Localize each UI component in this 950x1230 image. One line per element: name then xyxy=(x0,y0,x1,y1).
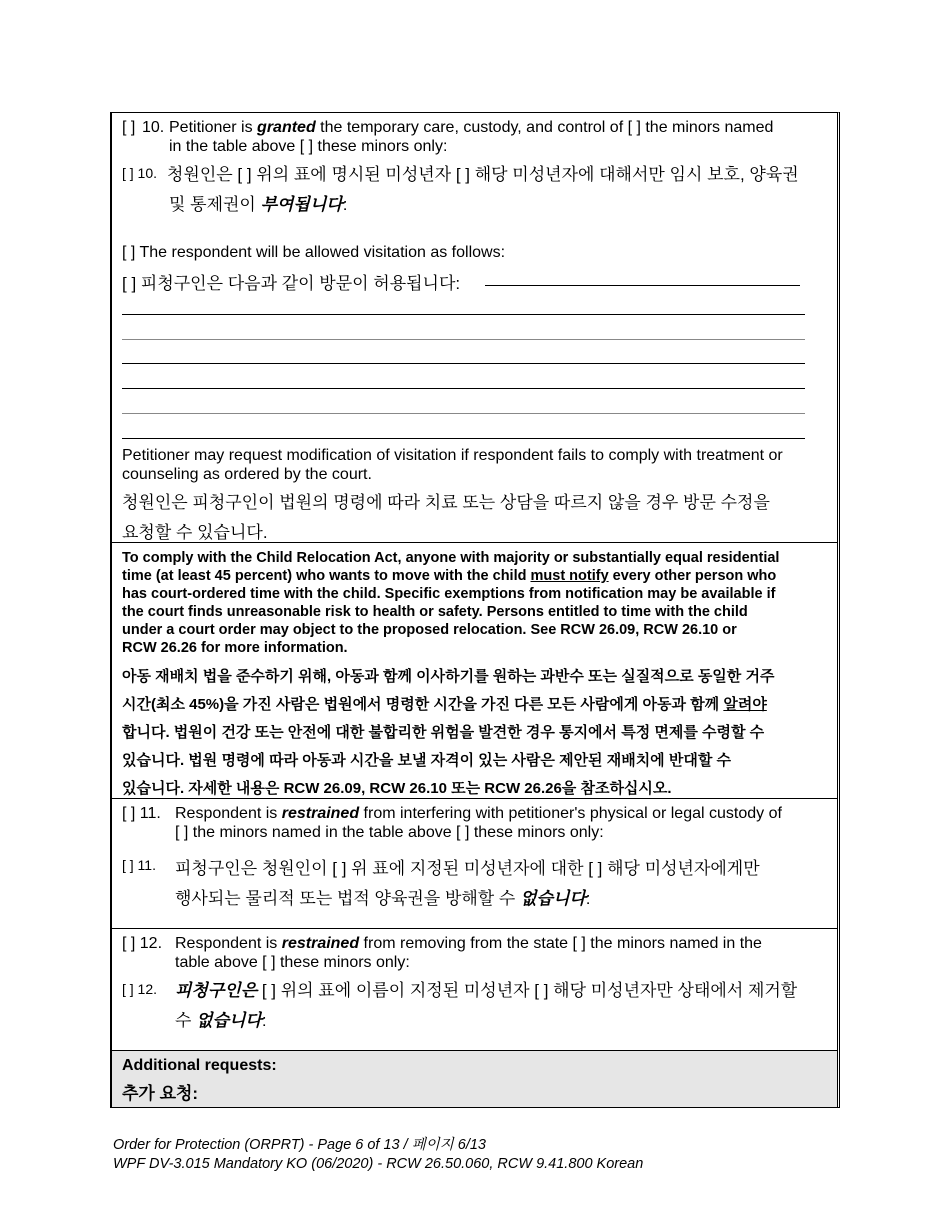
item12-checkbox-number[interactable]: [ ] 12. xyxy=(122,935,163,952)
modification-text-ko: 청원인은 피청구인이 법원의 명령에 따라 치료 또는 상담을 따르지 않을 경우 방문 수정을 xyxy=(122,493,770,512)
item10-text-ko-line2: 및 통제권이 부여됩니다: xyxy=(169,195,348,214)
additional-requests-label-en: Additional requests: xyxy=(122,1057,277,1074)
footer-form-info: WPF DV-3.015 Mandatory KO (06/2020) - RCW 26.50.060, RCW 9.41.800 Korean xyxy=(113,1156,644,1172)
visitation-text-ko: [ ] 피청구인은 다음과 같이 방문이 허용됩니다: xyxy=(122,274,461,293)
visitation-line-2[interactable] xyxy=(122,339,805,340)
item10-text-ko: 청원인은 [ ] 위의 표에 명시된 미성년자 [ ] 해당 미성년자에 대해서만 임시 보호, 양육권 xyxy=(167,165,799,184)
visitation-text-en: [ ] The respondent will be allowed visitation as follows: xyxy=(122,244,506,261)
additional-requests-label-ko: 추가 요청: xyxy=(122,1084,199,1103)
item11-text-ko: 피청구인은 청원인이 [ ] 위 표에 지정된 미성년자에 대한 [ ] 해당 미성년자에게만 xyxy=(175,859,760,878)
item10-text-en: Petitioner is granted the temporary care, custody, and control of [ ] the minors named xyxy=(169,119,774,136)
visitation-line-4[interactable] xyxy=(122,388,805,389)
section-additional-requests[interactable] xyxy=(112,1051,837,1107)
section-item-12 xyxy=(112,929,837,1051)
item11-checkbox-number[interactable]: [ ] 11. xyxy=(122,805,161,822)
item12-number-ko: [ ] 12. xyxy=(122,981,158,997)
modification-text-ko-line2: 요청할 수 있습니다. xyxy=(122,523,268,542)
item10-text-en-line2: in the table above [ ] these minors only: xyxy=(169,138,448,155)
relocation-text-ko-3: 합니다. 법원이 건강 또는 안전에 대한 불합리한 위험을 발견한 경우 통지에서 특정 면제를 수령할 수 xyxy=(122,724,765,741)
item11-number-ko: [ ] 11. xyxy=(122,857,156,873)
item10-checkbox[interactable]: [ ] xyxy=(122,119,136,136)
relocation-text-en-5: under a court order may object to the proposed relocation. See RCW 26.09, RCW 26.10 or xyxy=(122,622,737,638)
visitation-line-6[interactable] xyxy=(122,438,805,439)
relocation-text-en-3: has court-ordered time with the child. Specific exemptions from notification may be available if xyxy=(122,586,776,602)
relocation-text-en-1: To comply with the Child Relocation Act, anyone with majority or substantially equal residential xyxy=(122,550,780,566)
relocation-text-ko-2: 시간(최소 45%)을 가진 사람은 법원에서 명령한 시간을 가진 다른 모든 사람에게 아동과 함께 알려야 xyxy=(122,696,767,713)
visitation-line-3[interactable] xyxy=(122,363,805,364)
section-custody-visitation xyxy=(112,113,837,543)
item12-text-ko-line2: 수 없습니다: xyxy=(175,1011,267,1030)
modification-text-en: Petitioner may request modification of visitation if respondent fails to comply with treatment or xyxy=(122,447,783,464)
relocation-text-en-4: the court finds unreasonable risk to health or safety. Persons entitled to time with the child xyxy=(122,604,748,620)
item11-text-en-line2: [ ] the minors named in the table above [ ] these minors only: xyxy=(175,824,604,841)
relocation-text-en-2: time (at least 45 percent) who wants to move with the child must notify every other person who xyxy=(122,568,777,584)
visitation-line-5[interactable] xyxy=(122,413,805,414)
item11-text-en: Respondent is restrained from interfering with petitioner's physical or legal custody of xyxy=(175,805,782,822)
item10-number: 10. xyxy=(142,119,165,136)
item12-text-en: Respondent is restrained from removing from the state [ ] the minors named in the xyxy=(175,935,762,952)
relocation-text-en-6: RCW 26.26 for more information. xyxy=(122,640,348,656)
relocation-text-ko-5: 있습니다. 자세한 내용은 RCW 26.09, RCW 26.10 또는 RCW 26.26을 참조하십시오. xyxy=(122,780,672,797)
visitation-blank-inline[interactable] xyxy=(485,285,800,286)
modification-text-en-line2: counseling as ordered by the court. xyxy=(122,466,372,483)
item12-text-en-line2: table above [ ] these minors only: xyxy=(175,954,410,971)
form-frame xyxy=(110,112,840,1108)
item11-text-ko-line2: 행사되는 물리적 또는 법적 양육권을 방해할 수 없습니다: xyxy=(175,889,591,908)
relocation-text-ko-4: 있습니다. 법원 명령에 따라 아동과 시간을 보낼 자격이 있는 사람은 제안된 재배치에 반대할 수 xyxy=(122,752,731,769)
relocation-text-ko-1: 아동 재배치 법을 준수하기 위해, 아동과 함께 이사하기를 원하는 과반수 또는 실질적으로 동일한 거주 xyxy=(122,668,775,685)
section-relocation-notice xyxy=(112,543,837,799)
item10-number-ko: [ ] 10. xyxy=(122,165,158,181)
footer-page-info: Order for Protection (ORPRT) - Page 6 of 13 / 페이지 6/13 xyxy=(113,1137,486,1153)
item12-text-ko: 피청구인은 [ ] 위의 표에 이름이 지정된 미성년자 [ ] 해당 미성년자만 상태에서 제거할 xyxy=(175,981,798,1000)
visitation-line-1[interactable] xyxy=(122,314,805,315)
section-item-11 xyxy=(112,799,837,929)
